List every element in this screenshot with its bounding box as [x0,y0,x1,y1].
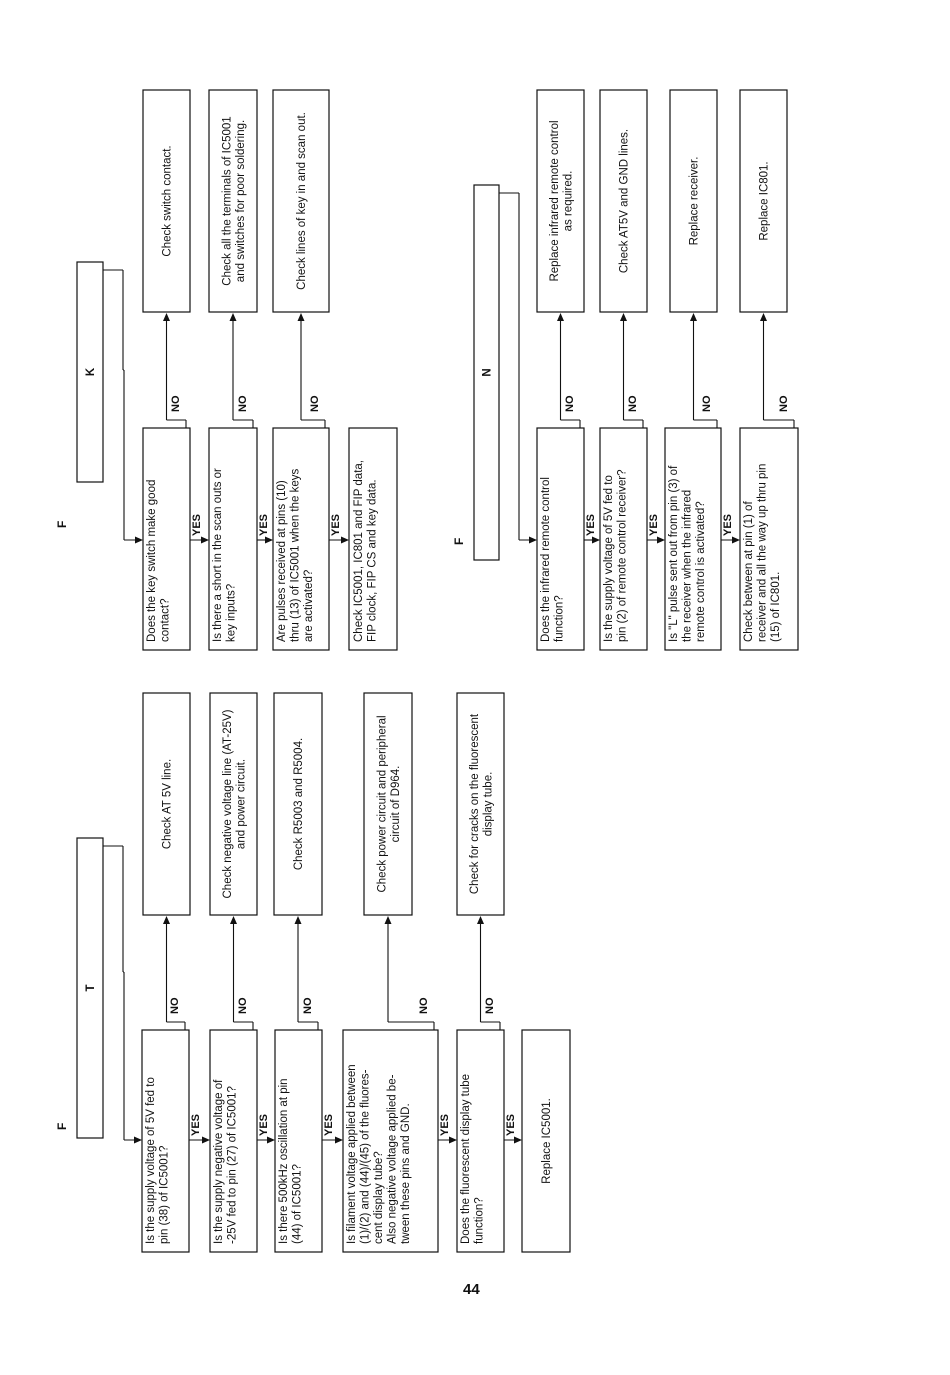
arrow-head [230,916,237,924]
arrow-head [201,537,209,544]
arrow-head [295,916,302,924]
arrow-head [657,537,665,544]
chart7-question-4-line: (15) of IC801. [770,571,782,642]
chart5-question-4-line: cent display tube? [373,1151,385,1244]
arrow-head [135,537,143,544]
chart6-no-label-1: NO [170,395,182,412]
chart7-action-2-line: Check AT5V and GND lines. [618,128,631,274]
chart7-question-4-line: receiver and all the way up thru pin [756,463,769,642]
chart5-no-label-2: NO [237,997,249,1014]
chart5-question-2-line: Is the supply negative voltage of [213,1079,225,1244]
chart5-action-4-line: Check power circuit and peripheral [376,715,389,893]
chart7-symptom-line: N [481,368,494,377]
chart6-no-label-3: NO [309,395,321,412]
arrow-head [385,916,392,924]
chart5-question-3-line: Is there 500kHz oscillation at pin [278,1078,290,1244]
arrow-head [557,313,564,321]
chart6-action-2 [221,116,247,285]
arrow-head [760,313,767,321]
chart7-action-2 [619,129,631,273]
chart5-action-2-line: Check negative voltage line (AT-25V) [221,709,234,899]
chart6-action-2-line: and switches for poor soldering. [234,119,247,283]
chart7-no-label-2: NO [627,395,639,412]
chart5-question-2-line: -25V fed to pin (27) of IC5001? [226,1086,239,1244]
chart5-action-1 [162,759,174,849]
chart6-action-3 [296,112,308,290]
arrow-head [690,313,697,321]
chart7-no-label-1: NO [564,395,576,412]
chart5-question-1-line: Is the supply voltage of 5V fed to [145,1077,157,1244]
chart6-symptom [85,367,97,376]
chart7-symptom [482,368,494,376]
chart7-yes-label-2: YES [648,513,660,536]
chart5-title [55,1123,69,1130]
chart6-yes-label-3: YES [330,513,342,536]
chart7-no-label-3: NO [701,395,713,412]
chart5-title-line: F [55,1122,69,1130]
chart7-question-2-line: pin (2) of remote control receiver? [616,469,629,642]
chart6-symptom-line: K [85,367,97,377]
chart5-yes-label-3: YES [323,1113,335,1136]
chart5-action-4-line: circuit of D964. [389,765,402,843]
chart5-question-4-line: (1)/(2) and (44)/(45) of the fluores- [359,1069,372,1244]
chart5-final [541,1098,553,1184]
chart7-question-3-line: Is "L" pulse sent out from pin (3) of [668,465,680,642]
arrow-head [529,537,537,544]
chart6-final [353,460,379,642]
chart7-question-1-line: Does the infrared remote control [540,477,552,642]
chart5-symptom [85,984,97,991]
chart5-symptom-line: T [85,984,97,992]
chart5-action-2-line: and power circuit. [235,758,248,850]
chart6-question-1-line: Does the key switch make good [146,479,158,642]
arrow-head [163,313,170,321]
chart5-action-3 [293,738,305,870]
arrow-head [163,916,170,924]
chart6-question-2-line: Is there a short in the scan outs or [212,468,224,642]
arrow-head [477,916,484,924]
chart6-action-2-line: Check all the terminals of IC5001 [221,116,234,286]
chart7-yes-label-3: YES [722,513,734,536]
page-number: 44 [463,1281,480,1298]
chart7-question-2-line: Is the supply voltage of 5V fed to [603,475,615,642]
chart6-action-3-line: Check lines of key in and scan out. [296,112,308,290]
chart5-question-2 [213,1079,239,1244]
chart5-action-5-line: display tube. [482,771,495,837]
chart5-yes-label-5: YES [505,1113,517,1136]
arrow-head [449,1137,457,1144]
chart5-question-3-line: (44) of IC5001? [291,1164,304,1244]
arrow-head [341,537,349,544]
chart7-title-line: F [452,537,466,545]
chart7-action-3-line: Replace receiver. [688,156,701,246]
arrow-head [620,313,627,321]
arrow-head [514,1137,522,1144]
arrow-head [230,313,237,321]
chart5-yes-label-1: YES [190,1113,202,1136]
arrow-head [732,537,740,544]
chart5-final-line: Replace IC5001. [541,1098,553,1184]
chart7-question-3-line: remote control is activated? [695,501,707,642]
chart5-no-label-3: NO [302,997,314,1014]
chart7-title [452,538,466,545]
chart7-action-3 [689,157,701,246]
chart6-no-label-2: NO [237,395,249,412]
chart6-question-3-line: thru (13) of IC5001 when the keys [289,468,302,642]
arrow-head [265,537,273,544]
chart5-question-4-line: tween these pins and GND. [400,1103,412,1244]
chart5-no-label-4: NO [418,997,430,1014]
chart6-action-1 [162,145,174,256]
arrow-head [335,1137,343,1144]
chart7-no-label-4: NO [778,395,790,412]
chart5-question-5-line: Does the fluorescent display tube [460,1073,472,1244]
chart6-question-3-line: are activated? [303,569,315,642]
chart5-question-4-line: Also negative voltage applied be- [386,1074,399,1244]
chart7-action-1-line: as required. [562,170,575,232]
chart7-action-4-line: Replace IC801. [758,161,771,241]
chart7-question-2 [603,469,629,642]
chart6-question-3-line: Are pulses received at pins (10) [276,480,288,642]
chart7-question-4-line: Check between at pin (1) of [743,501,755,642]
arrow-head [592,537,600,544]
chart6-final-line: FIP clock, FIP CS and key data. [366,479,379,642]
chart5-question-4-line: Is filament voltage applied between [346,1064,358,1244]
chart5-no-label-5: NO [484,997,496,1014]
chart5-yes-label-4: YES [439,1113,451,1136]
arrow-head [298,313,305,321]
chart7-action-1-line: Replace infrared remote control [548,120,561,282]
chart6-yes-label-1: YES [191,513,203,536]
chart5-action-5-line: Check for cracks on the fluorescent [468,713,481,895]
chart5-no-label-1: NO [169,997,181,1014]
chart6-question-1-line: contact? [159,598,172,642]
chart6-action-1-line: Check switch contact. [161,145,174,257]
chart5-action-1-line: Check AT 5V line. [161,758,174,850]
arrow-head [202,1137,210,1144]
chart6-yes-label-2: YES [258,513,270,536]
chart5-yes-label-2: YES [258,1113,270,1136]
chart7-question-3-line: the receiver when the infrared [681,489,694,642]
chart6-title-line: F [55,520,69,528]
chart5-question-5-line: function? [473,1197,486,1244]
chart6-question-2-line: key inputs? [225,583,238,642]
chart6-final-line: Check IC5001, IC801 and FIP data, [353,460,365,642]
chart7-action-4 [759,161,771,240]
chart7-yes-label-1: YES [585,513,597,536]
chart5-question-1-line: pin (38) of IC5001? [158,1145,171,1244]
chart6-title [55,521,69,528]
arrow-head [134,1137,142,1144]
chart7-question-1-line: function? [553,595,566,642]
arrow-head [267,1137,275,1144]
chart5-action-3-line: Check R5003 and R5004. [293,737,305,871]
